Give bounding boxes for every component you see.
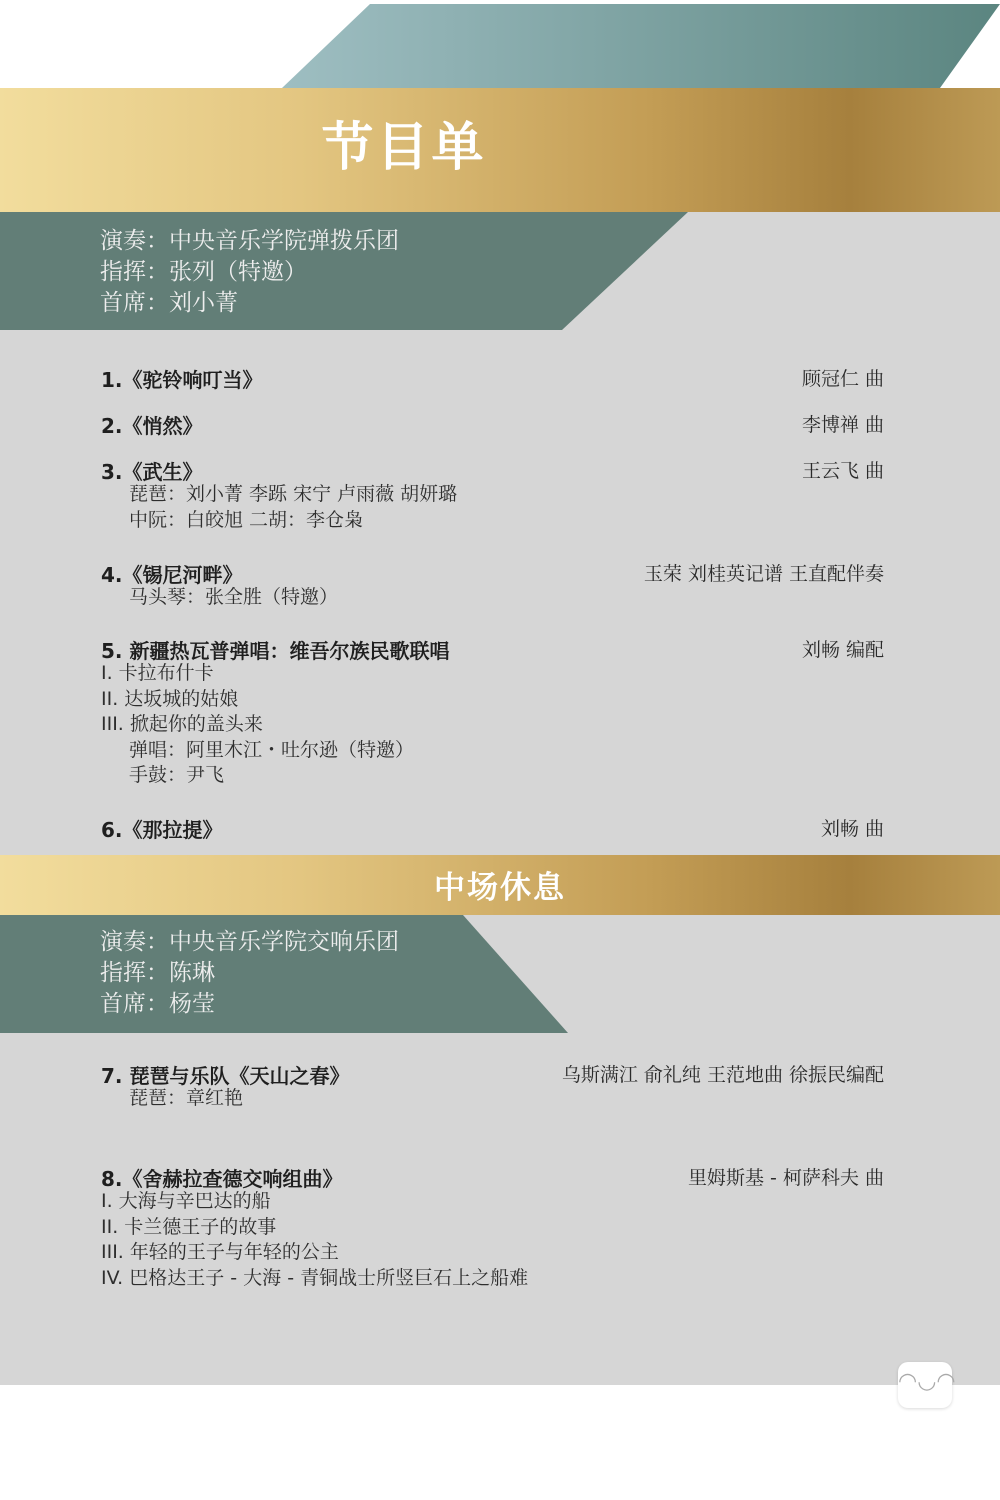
program-item-7 [101,1060,884,1112]
performer-line: 首席：杨莹 [100,991,215,1017]
performer-line: 演奏：中央音乐学院交响乐团 [100,929,399,955]
program-item-composer: 玉荣 刘桂英记谱 王直配伴奏 [643,563,884,585]
program-item-detail: 琵琶：刘小菁 李跞 宋宁 卢雨薇 胡妍璐 [129,483,458,505]
performer-line: 首席：刘小菁 [100,290,238,316]
program-item-title: 7. 琵琶与乐队《天山之春》 [101,1064,350,1088]
program-item-1 [101,364,884,390]
program-item-composer: 里姆斯基 - 柯萨科夫 曲 [688,1167,884,1189]
page-title: 节目单 [321,118,487,178]
program-item-title: 2.《悄然》 [101,414,203,438]
performers-block-1 [100,226,399,319]
program-item-title: 5. 新疆热瓦普弹唱：维吾尔族民歌联唱 [101,639,450,663]
movement-line: II. 达坂城的姑娘 [101,687,239,710]
program-item-detail: 琵琶：章红艳 [129,1087,244,1109]
intermission-title: 中场休息 [434,870,566,906]
program-item-2 [101,410,884,436]
program-item-title: 3.《武生》 [101,460,203,484]
program-item-title: 1.《驼铃响叮当》 [101,368,263,392]
performer-line: 演奏：中央音乐学院弹拨乐团 [100,228,399,254]
program-item-4 [101,559,884,611]
program-item-6 [101,814,884,840]
program-item-composer: 刘畅 曲 [820,818,884,840]
program-item-composer: 刘畅 编配 [801,639,884,661]
movement-line: IV. 巴格达王子 - 大海 - 青铜战士所竖巨石上之船难 [101,1266,529,1289]
movement-line: I. 卡拉布什卡 [101,662,214,684]
program-item-title: 4.《锡尼河畔》 [101,563,243,587]
program-item-3 [101,456,884,533]
program-item-5 [101,635,884,789]
movement-line: III. 年轻的王子与年轻的公主 [101,1241,339,1264]
program-item-detail: 马头琴：张全胜（特邀） [129,586,339,608]
program-item-composer: 顾冠仁 曲 [801,368,884,390]
program-item-title: 8.《舍赫拉查德交响组曲》 [101,1167,343,1191]
program-item-detail: 中阮：白皎旭 二胡：李仓枭 [129,508,364,531]
performers-block-2 [100,927,399,1020]
program-item-detail: 弹唱：阿里木江・吐尔逊（特邀） [129,738,415,761]
program-item-composer: 乌斯满江 俞礼纯 王范地曲 徐振民编配 [561,1064,884,1086]
movement-line: II. 卡兰德王子的故事 [101,1215,277,1238]
movement-line: I. 大海与辛巴达的船 [101,1190,271,1212]
performer-line: 指挥：张列（特邀） [100,259,307,285]
program-item-composer: 李博禅 曲 [801,414,884,436]
program-item-detail: 手鼓：尹飞 [129,764,225,787]
chat-bubble-icon: ◠◡◠ [898,1369,956,1394]
floating-badge-button[interactable] [898,1362,956,1408]
program-item-composer: 王云飞 曲 [801,460,884,482]
performer-line: 指挥：陈琳 [100,960,215,986]
program-item-title: 6.《那拉提》 [101,818,223,842]
movement-line: III. 掀起你的盖头来 [101,713,263,736]
program-item-8 [101,1163,884,1291]
